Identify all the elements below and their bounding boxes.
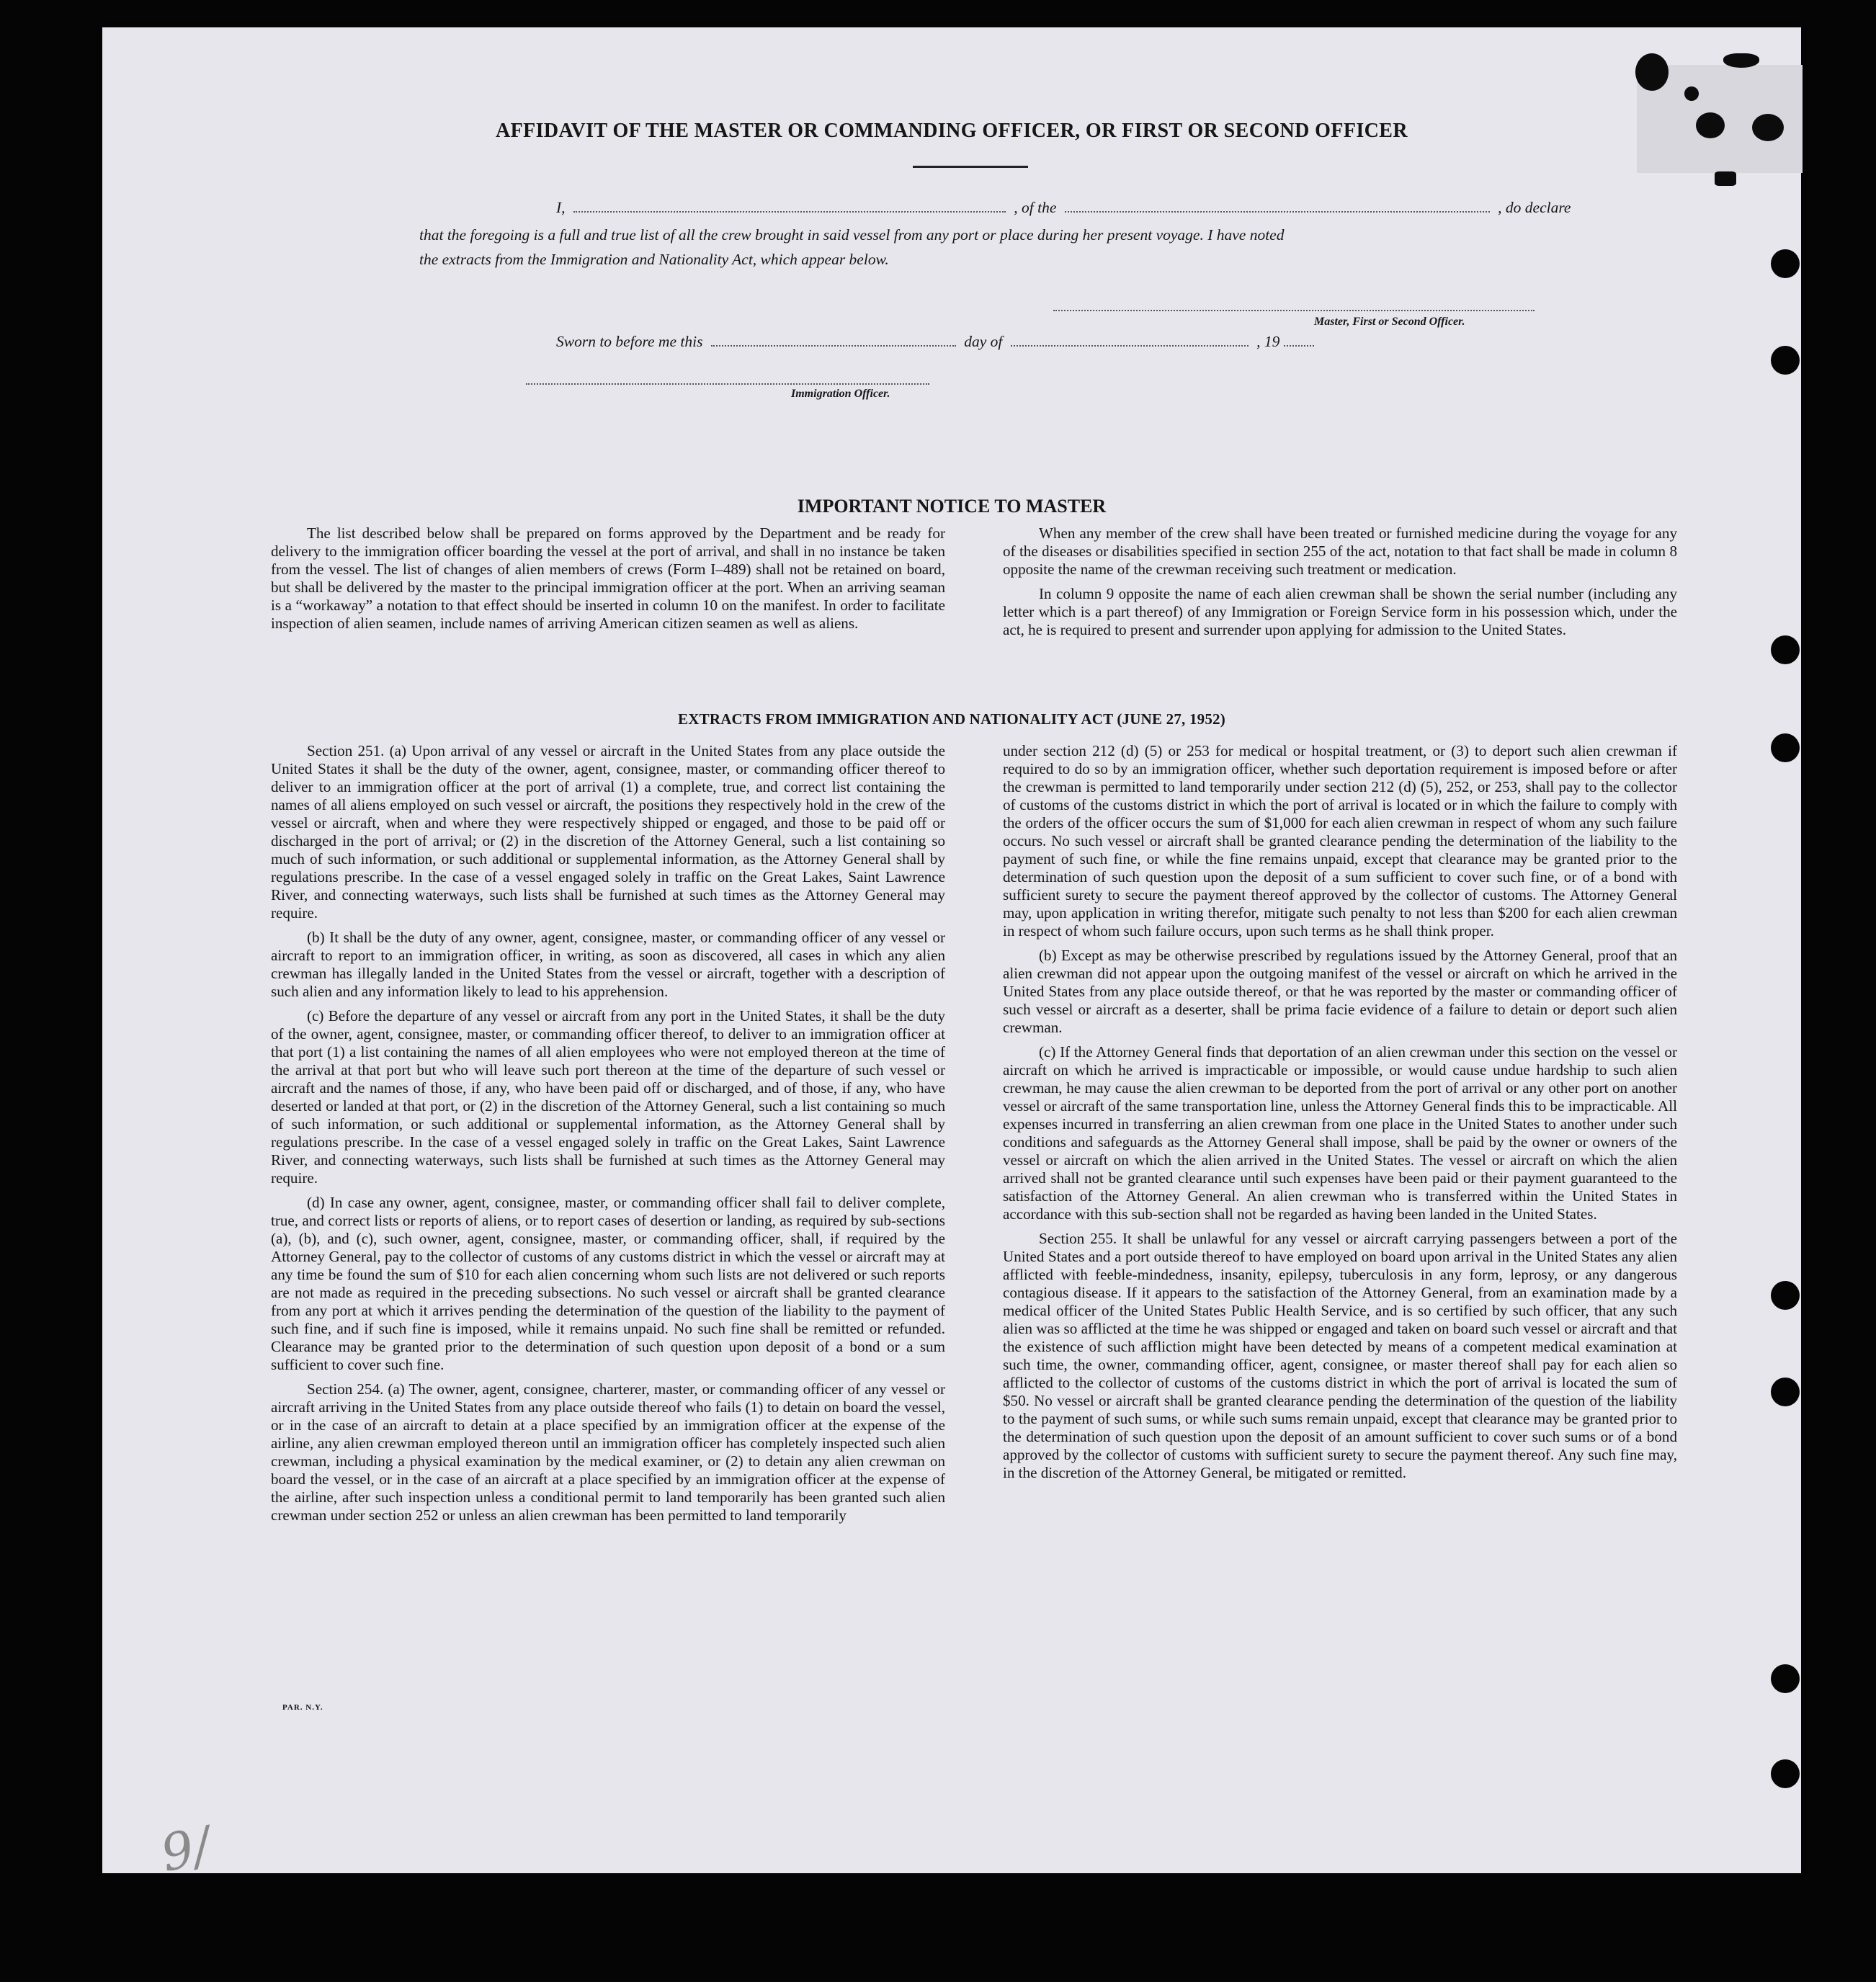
punch-hole [1771, 1378, 1800, 1406]
sworn-prefix: Sworn to before me this [556, 333, 703, 350]
section-251-b: (b) It shall be the duty of any owner, agent, consignee, master, or commanding officer of any vessel or aircraft to report to an immigration officer, in writing, as soon as discovered, all cases in which any alien crewman has illegally landed in the United States from the vessel or aircraft, together with a description of such alien and any information likely to lead to his apprehension. [271, 929, 945, 1000]
punch-hole [1771, 1664, 1800, 1693]
title-rule [913, 166, 1028, 168]
immigration-signature-line[interactable] [526, 383, 929, 385]
handwritten-mark: 9/ [156, 1815, 216, 1884]
section-254-c: (c) If the Attorney General finds that deportation of an alien crewman under this section on the vessel or aircraft on which he arrived is impracticable or impossible, or would cause undue hardship to such alien crewman, he may cause the alien crewman to be deported from the port of arrival or any other port on another vessel or aircraft of the same transportation line, unless the Attorney General finds this to be impracticable. All expenses incurred in transferring an alien crewman from one place in the United States to another under such conditions and safeguards as the Attorney General shall impose, shall be paid by the owner or owners of the vessel or aircraft on which the alien arrived in the United States. The vessel or aircraft on which the alien arrived shall not be granted clearance until such expenses have been paid or their payment guaranteed to the satisfaction of the Attorney General. An alien crewman who is transferred within the United States in accordance with this sub-section shall not be regarded as having been landed in the United States. [1003, 1043, 1677, 1223]
notice-right-paragraph-1: When any member of the crew shall have been treated or furnished medicine during the voyage for any of the diseases or disabilities specified in section 255 of the act, notation to that fact shall be made in column 8 opposite the name of the crewman receiving such treatment or medication. [1003, 524, 1677, 578]
name-blank[interactable] [573, 210, 1006, 213]
notice-left-paragraph: The list described below shall be prepared on forms approved by the Department and be ready for delivery to the immigration officer boarding the vessel at the port of arrival, and shall in no instance be taken from the vessel. The list of changes of alien members of crews (Form I–489) shall not be retained on board, but shall be delivered by the master to the principal immigration officer at the port. When an arriving seaman is a “workaway” a notation to that effect should be inserted in column 10 on the manifest. In order to facilitate inspection of alien seamen, include names of arriving American citizen seamen as well as aliens. [271, 524, 945, 632]
vessel-blank[interactable] [1065, 210, 1490, 213]
sworn-year-blank[interactable] [1284, 344, 1314, 347]
extracts-title: EXTRACTS FROM IMMIGRATION AND NATIONALITY ACT (JUNE 27, 1952) [678, 710, 1225, 728]
master-signature-line[interactable] [1053, 310, 1535, 311]
punch-hole [1771, 1281, 1800, 1310]
punch-hole [1771, 635, 1800, 664]
punch-hole [1771, 733, 1800, 762]
declaration-line-2: that the foregoing is a full and true list of all the crew brought in said vessel from any port or place during her present voyage. I have noted [419, 226, 1285, 244]
notice-right-paragraph-2: In column 9 opposite the name of each alien crewman shall be shown the serial number (including any letter which is a part thereof) of any Immigration or Foreign Service form in his possession which, under the act, he is required to present and surrender upon applying for admission to the United States. [1003, 585, 1677, 638]
decl-do-declare: , do declare [1498, 199, 1571, 216]
master-caption: Master, First or Second Officer. [1314, 316, 1465, 328]
document-page [102, 27, 1801, 1884]
sworn-day-blank[interactable] [711, 344, 956, 347]
notice-right-column [1003, 524, 1677, 646]
section-254-b: (b) Except as may be otherwise prescribed by regulations issued by the Attorney General, proof that an alien crewman did not appear upon the outgoing manifest of the vessel or aircraft on which he arrived in the United States from any place outside thereof, or that he was reported by the master or commanding officer of such vessel or aircraft as a deserter, shall be prima facie evidence of a failure to detain or deport such alien crewman. [1003, 947, 1677, 1036]
printer-mark: PAR. N.Y. [282, 1703, 323, 1712]
ink-blot [1635, 53, 1669, 91]
declaration-line-1 [419, 199, 1644, 217]
ink-blot [1684, 86, 1699, 101]
affidavit-title: AFFIDAVIT OF THE MASTER OR COMMANDING OFFICER, OR FIRST OR SECOND OFFICER [496, 120, 1408, 142]
immigration-caption: Immigration Officer. [791, 388, 890, 400]
section-254-a-continued: under section 212 (d) (5) or 253 for medical or hospital treatment, or (3) to deport such alien crewman if required to do so by an immigration officer, whether such deportation requirement is imposed before or after the crewman is permitted to land temporarily under section 212 (d) (5), 252, or 253, shall pay to the collector of customs of the customs district in which the port of arrival is located or in which the failure to comply with the orders of the officer occurs the sum of $1,000 for each alien crewman in respect of whom any such failure occurs. No such vessel or aircraft shall be granted clearance pending the determination of the liability to the payment of such fine, or while the fine remains unpaid, except that clearance may be granted prior to the determination of such question upon the deposit of a sum sufficient to cover such fine, or of a bond with sufficient surety to secure the payment thereof approved by the collector of customs. The Attorney General may, upon application in writing therefor, mitigate such penalty to not less than $200 for each alien crewman in respect of whom such failure occurs, upon such terms as he shall think proper. [1003, 742, 1677, 939]
section-251-c: (c) Before the departure of any vessel or aircraft from any port in the United States, it shall be the duty of the owner, agent, consignee, master, or commanding officer thereof, to deliver to an immigration officer at that port (1) a list containing the names of all alien employees who were not employed thereon at the time of the arrival at that port but who will leave such port thereon at the time of the departure of such vessel or aircraft and the names of those, if any, who have been paid off or discharged, and of those, if any, who have deserted or landed at that port, or (2) in the discretion of the Attorney General, such a list containing so much of such information, or such additional or supplemental information, as the Attorney General shall by regulations prescribe. In the case of a vessel engaged solely in traffic on the Great Lakes, Saint Lawrence River, and connecting waterways, such lists shall be furnished at such times as the Attorney General may require. [271, 1007, 945, 1187]
sworn-line [419, 333, 1644, 351]
punch-hole [1771, 249, 1800, 278]
section-251-d: (d) In case any owner, agent, consignee, master, or commanding officer shall fail to deliver complete, true, and correct lists or reports of aliens, or to report cases of desertion or landing, as required by sub-sections (a), (b), and (c), such owner, agent, consignee, master, or commanding officer, shall, if required by the Attorney General, pay to the collector of customs of any customs district in which the vessel or aircraft may at any time be found the sum of $10 for each alien concerning whom such lists are not delivered or such reports are not made as required in the preceding subsections. No such vessel or aircraft shall be granted clearance from any port at which it arrives pending the determination of the question of the liability to the payment of such fine, and if such fine is imposed, while it remains unpaid. No such fine shall be remitted or refunded. Clearance may be granted prior to the determination of such question upon deposit of a bond or a sum sufficient to cover such fine. [271, 1194, 945, 1373]
ink-blot [1715, 171, 1736, 186]
extracts-left-column [271, 742, 945, 1531]
ink-blot [1723, 53, 1759, 68]
punch-hole [1771, 346, 1800, 375]
section-254-a: Section 254. (a) The owner, agent, consignee, charterer, master, or commanding officer of any vessel or aircraft arriving in the United States from any place outside thereof who fails (1) to detain on board the vessel, or in the case of an aircraft to detain at a place specified by an immigration officer at the expense of the airline, any alien crewman employed thereon until an immigration officer has completely inspected such alien crewman, including a physical examination by the medical examiner, or (2) to detain any alien crewman on board the vessel, or in the case of an aircraft at a place specified by an immigration officer at the expense of the airline, after such inspection unless a conditional permit to land temporarily has been granted such alien crewman under section 252 or unless an alien crewman has been permitted to land temporarily [271, 1380, 945, 1524]
notice-left-column [271, 524, 945, 639]
section-255: Section 255. It shall be unlawful for any vessel or aircraft carrying passengers between a port of the United States and a port outside thereof to have employed on board upon arrival in the United States any alien afflicted with feeble-mindedness, insanity, epilepsy, tuberculosis in any form, leprosy, or any dangerous contagious disease. If it appears to the satisfaction of the Attorney General, from an examination made by a medical officer of the United States Public Health Service, and is so certified by such officer, that any such alien was so afflicted at the time he was shipped or engaged and taken on board such vessel or aircraft and that the existence of such affliction might have been detected by means of a competent medical examination at such time, the owner, commanding officer, agent, consignee, or master thereof shall pay for each alien so afflicted to the collector of customs of the customs district in which the port of arrival is located the sum of $50. No vessel or aircraft shall be granted clearance pending the determination of the question of the liability to the payment of such sums, or while such sums remain unpaid, except that clearance may be granted prior to the determination of such question upon the deposit of an amount sufficient to cover such sums or of a bond approved by the collector of customs with sufficient surety to secure the payment thereof. Any such fine may, in the discretion of the Attorney General, be mitigated or remitted. [1003, 1230, 1677, 1481]
punch-hole [1771, 1759, 1800, 1788]
section-251-a: Section 251. (a) Upon arrival of any vessel or aircraft in the United States from any place outside the United States it shall be the duty of the owner, agent, consignee, master, or commanding officer thereof to deliver to an immigration officer at the port of arrival (1) a complete, true, and correct list containing the names of all aliens employed on such vessel or aircraft, the positions they respectively hold in the crew of the vessel or aircraft, when and where they were respectively shipped or engaged, and those to be paid off or discharged in the port of arrival; or (2) in the discretion of the Attorney General, such a list containing so much of such information, or such additional or supplemental information, as the Attorney General shall by regulations prescribe. In the case of a vessel engaged solely in traffic on the Great Lakes, Saint Lawrence River, and connecting waterways, such lists shall be furnished at such times as the Attorney General may require. [271, 742, 945, 921]
declaration-line-3: the extracts from the Immigration and Nationality Act, which appear below. [419, 251, 889, 268]
decl-of-the: , of the [1014, 199, 1057, 216]
notice-title: IMPORTANT NOTICE TO MASTER [797, 496, 1107, 517]
sworn-day-of: day of [964, 333, 1003, 350]
decl-i: I, [556, 199, 566, 216]
sworn-year: , 19 [1256, 333, 1280, 350]
sworn-month-blank[interactable] [1011, 344, 1249, 347]
extracts-right-column [1003, 742, 1677, 1488]
